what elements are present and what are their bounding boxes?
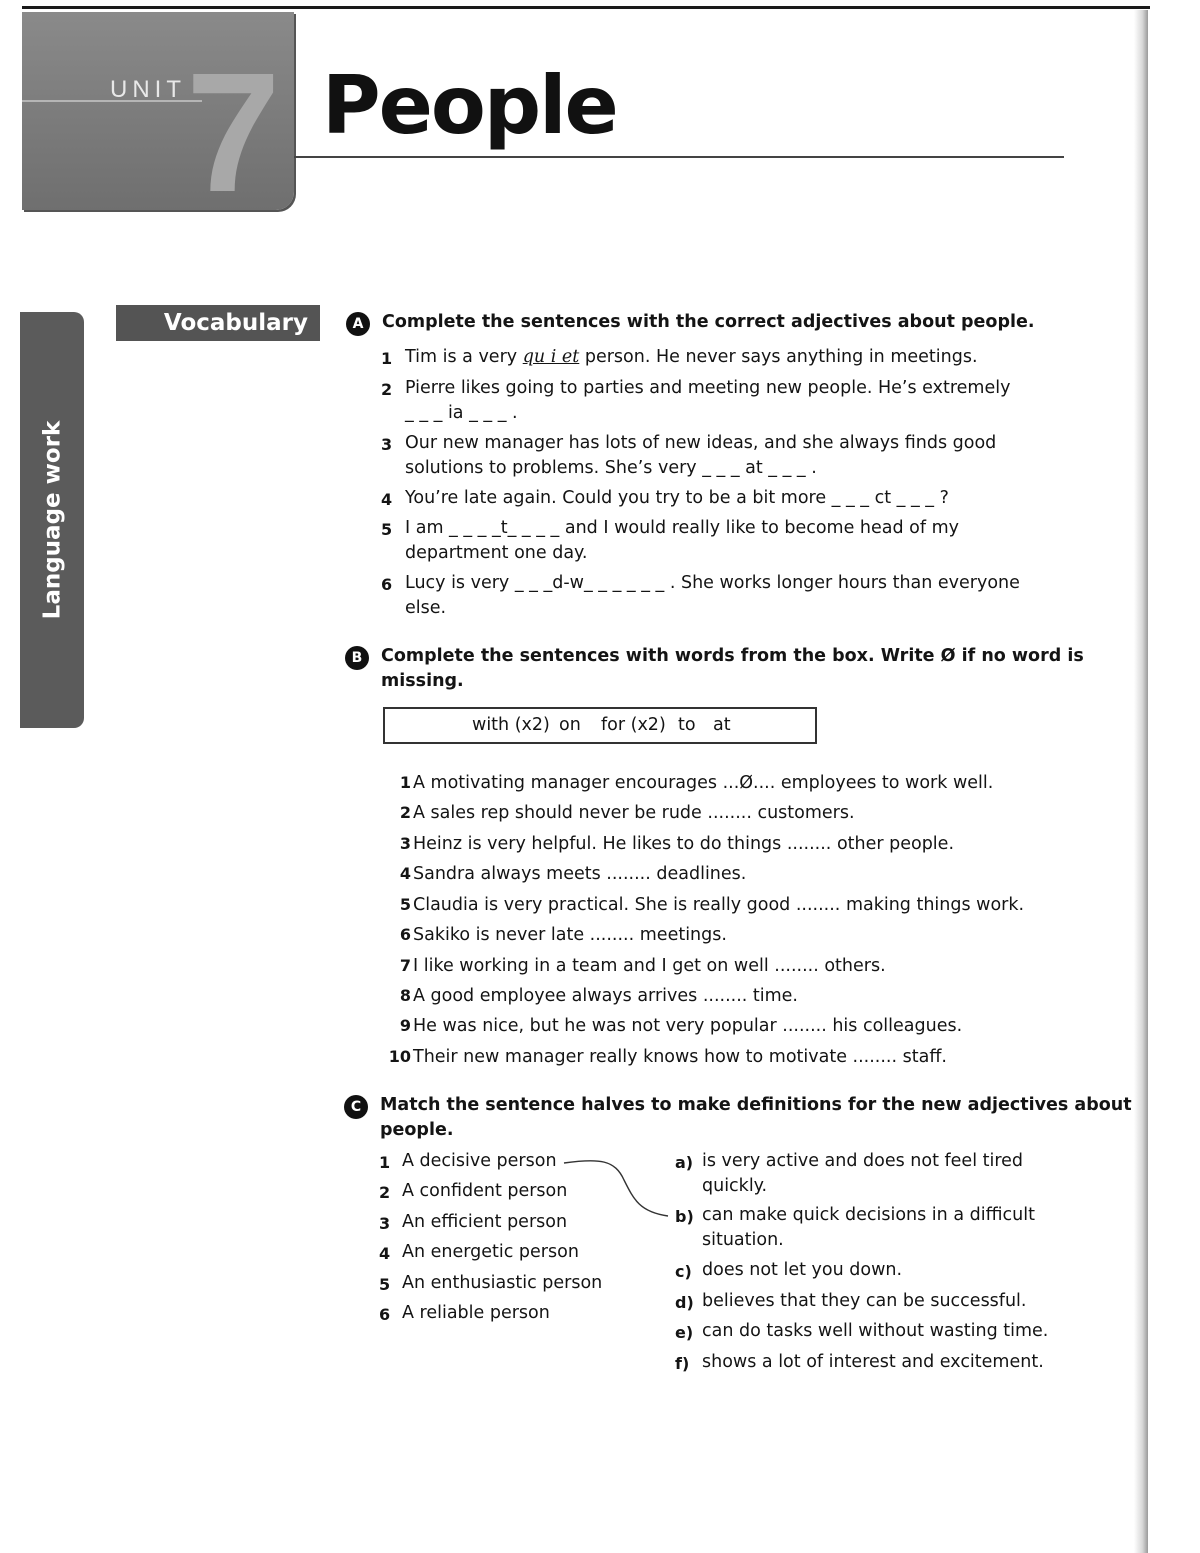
item-text: staff. [897,1047,947,1067]
answer-blank[interactable]: ........ [589,925,635,945]
exercise-b-badge: B [345,646,369,670]
exercise-a-item-3-line2[interactable]: solutions to problems. She’s very _ _ _ at _ _ _ . [405,458,817,478]
match-right-item[interactable]: can make quick decisions in a difficult [702,1205,1035,1225]
exercise-a-item-5-line2: department one day. [405,543,588,563]
item-text: his colleagues. [826,1016,963,1036]
item-text: Heinz is very helpful. He likes to do things [413,834,787,854]
exercise-b-item [380,771,993,796]
exercise-a-badge: A [346,312,370,336]
option-letter: c) [675,1262,692,1281]
item-number: 5 [381,520,393,539]
match-right-item[interactable]: can do tasks well without wasting time. [702,1321,1049,1341]
item-text: others. [818,956,886,976]
exercise-b-item [380,954,886,979]
answer-blank[interactable]: ........ [606,864,651,884]
answer-blank[interactable]: ...Ø.... [722,773,776,793]
item-text: customers. [751,803,855,823]
option-letter: e) [675,1323,694,1342]
answer-blank[interactable]: ........ [782,1016,827,1036]
answer-blank[interactable]: ........ [707,803,752,823]
match-right-item[interactable]: does not let you down. [702,1260,903,1280]
exercise-a-item-4-line1[interactable]: You’re late again. Could you try to be a bit more _ _ _ ct _ _ _ ? [405,488,949,508]
answer-blank[interactable]: ........ [786,834,832,854]
match-left-item[interactable]: An enthusiastic person [402,1273,603,1293]
item-text: Sakiko is never late [413,925,590,945]
item-text: A good employee always arrives [413,986,703,1006]
match-left-item[interactable]: A decisive person [402,1151,557,1171]
item-text: Claudia is very practical. She is really good [413,895,796,915]
unit-word: UNIT [110,76,186,103]
section-label: Vocabulary [116,305,320,341]
exercise-b-instruction-line1: Complete the sentences with words from the box. Write Ø if no word is [381,646,1084,666]
item-text: Their new manager really knows how to motivate [413,1047,853,1067]
box-word: for (x2) [601,715,666,735]
item-number: 4 [381,490,393,509]
exercise-b-item [380,801,855,826]
item-number: 2 [399,803,411,822]
match-left-item[interactable]: A reliable person [402,1303,550,1323]
match-right-item[interactable]: believes that they can be successful. [702,1291,1027,1311]
page-title: People [322,59,617,152]
item-text: He was nice, but he was not very popular [413,1016,783,1036]
exercise-c-instruction-line1: Match the sentence halves to make definitions for the new adjectives about [380,1095,1132,1115]
match-left-item[interactable]: A confident person [402,1181,568,1201]
exercise-b-instruction-line2: missing. [381,671,464,691]
option-letter: f) [675,1354,690,1373]
side-tab-label [20,312,84,728]
match-right-item-cont: quickly. [702,1176,768,1196]
item-number: 2 [381,380,393,399]
match-right-item[interactable]: is very active and does not feel tired [702,1151,1024,1171]
answer-blank[interactable]: ........ [795,895,841,915]
item-number: 10 [388,1047,411,1066]
unit-number: 7 [186,38,281,228]
box-word: at [713,715,731,735]
item-number: 1 [379,1153,391,1172]
handwritten-answer[interactable]: qu i et [522,347,580,367]
match-line [560,1150,675,1225]
side-tab-text: Language work [39,420,66,620]
item-number: 6 [381,575,393,594]
exercise-b-item [380,893,1024,918]
item-text: Tim is a very [405,347,523,367]
item-number: 3 [379,1214,391,1233]
exercise-b-item [380,1045,947,1070]
match-left-item[interactable]: An energetic person [402,1242,579,1262]
answer-blank[interactable]: ........ [702,986,748,1006]
exercise-a-item-6-line1[interactable]: Lucy is very _ _ _d-w_ _ _ _ _ _ . She works longer hours than everyone [405,573,1020,593]
item-text: employees to work well. [775,773,994,793]
item-text: A motivating manager encourages [413,773,723,793]
item-text: other people. [831,834,955,854]
exercise-b-item [380,1014,962,1039]
match-left-item[interactable]: An efficient person [402,1212,568,1232]
exercise-b-item [380,862,746,887]
item-number: 8 [399,986,411,1005]
item-text: deadlines. [650,864,747,884]
exercise-b-item [380,984,798,1009]
exercise-a-item-5-line1[interactable]: I am _ _ _ _t_ _ _ _ and I would really like to become head of my [405,518,960,538]
match-right-item-cont: situation. [702,1230,784,1250]
item-number: 5 [399,895,411,914]
item-text: Sandra always meets [413,864,607,884]
exercise-a-item-6-line2: else. [405,598,447,618]
answer-blank[interactable]: ........ [774,956,819,976]
item-text: I like working in a team and I get on well [413,956,775,976]
item-number: 2 [379,1183,391,1202]
item-number: 7 [399,956,411,975]
item-number: 6 [379,1305,391,1324]
item-text: time. [747,986,798,1006]
answer-blank[interactable]: ........ [852,1047,898,1067]
item-text: making things work. [840,895,1025,915]
item-number: 6 [399,925,411,944]
box-word: with (x2) [472,715,550,735]
option-letter: d) [675,1293,694,1312]
word-box [383,707,817,744]
item-number: 4 [379,1244,391,1263]
item-number: 9 [399,1016,411,1035]
match-right-item[interactable]: shows a lot of interest and excitement. [702,1352,1044,1372]
item-text: A sales rep should never be rude [413,803,708,823]
box-word: on [559,715,581,735]
title-rule [294,156,1064,158]
box-word: to [678,715,696,735]
item-text: person. He never says anything in meetings. [579,347,978,367]
item-number: 5 [379,1275,391,1294]
exercise-b-item [380,832,954,857]
option-letter: b) [675,1207,694,1226]
item-number: 1 [381,349,393,368]
item-number: 4 [399,864,411,883]
exercise-a-item-3-line1: Our new manager has lots of new ideas, and she always finds good [405,433,997,453]
item-number: 3 [399,834,411,853]
top-rule [22,6,1150,9]
exercise-c-instruction-line2: people. [380,1120,454,1140]
exercise-a-item-2-line1: Pierre likes going to parties and meeting new people. He’s extremely [405,378,1011,398]
exercise-a-instruction: Complete the sentences with the correct adjectives about people. [382,312,1035,332]
item-text: meetings. [634,925,727,945]
exercise-a-item-2-line2[interactable]: _ _ _ ia _ _ _ . [405,403,518,423]
item-number: 1 [399,773,411,792]
exercise-a-item-1 [405,345,978,370]
exercise-b-item [380,923,727,948]
exercise-c-badge: C [344,1095,368,1119]
item-number: 3 [381,435,393,454]
page-edge-shadow [1134,10,1148,1553]
option-letter: a) [675,1153,694,1172]
